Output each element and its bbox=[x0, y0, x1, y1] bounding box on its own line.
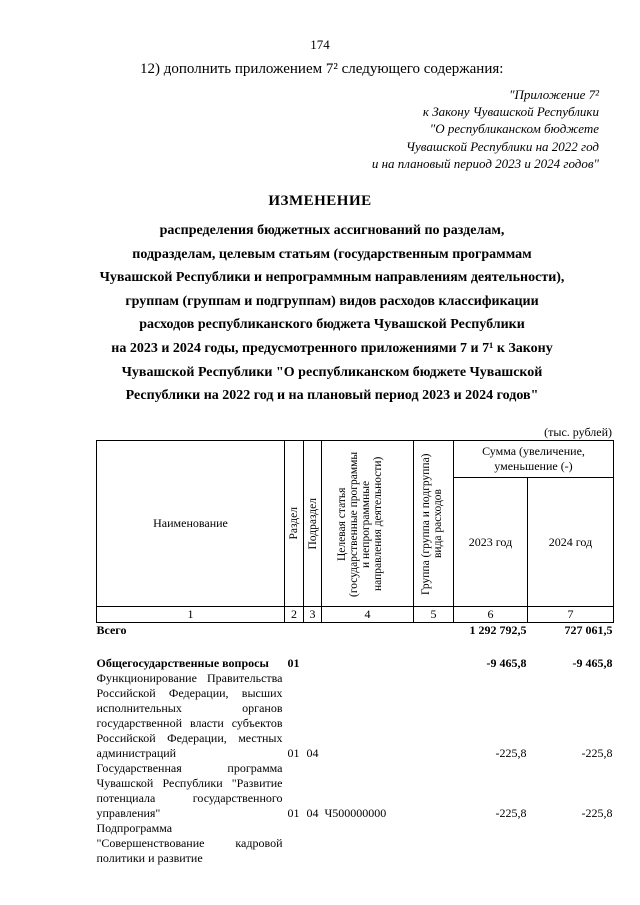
header-section bbox=[285, 441, 304, 607]
spacer-cell bbox=[97, 638, 614, 656]
row-section bbox=[285, 821, 304, 866]
column-number: 6 bbox=[454, 607, 528, 623]
column-number: 5 bbox=[414, 607, 454, 623]
row-name: Общегосударственные вопросы bbox=[96, 656, 269, 670]
subtitle-line: группам (группам и подгруппам) видов расходов классификации bbox=[125, 293, 539, 309]
row-2023: -225,8 bbox=[495, 806, 527, 820]
subtitle-line: Республики на 2022 год и на плановый период 2023 и 2024 годов" bbox=[125, 388, 539, 404]
row-section: 01 bbox=[287, 656, 300, 670]
subtitle-line: Чувашской Республики "О республиканском бюджете Чувашской bbox=[121, 364, 543, 380]
appendix-line: Чувашской Республики на 2022 год bbox=[406, 138, 599, 154]
row-section: 01 bbox=[287, 746, 300, 760]
row-target bbox=[322, 656, 414, 671]
column-number: 3 bbox=[304, 607, 322, 623]
document-title: ИЗМЕНЕНИЕ bbox=[268, 193, 372, 209]
header-subsection bbox=[304, 441, 322, 607]
column-number: 2 bbox=[285, 607, 304, 623]
row-2024: 727 061,5 bbox=[564, 623, 613, 637]
subtitle-line: подразделам, целевым статьям (государственным программам bbox=[132, 246, 532, 262]
column-number: 4 bbox=[322, 607, 414, 623]
table-row bbox=[97, 671, 614, 761]
header-target-label: Целевая статья (государственные программы и непрограммные направления деятельности) bbox=[335, 450, 384, 597]
row-2023: 1 292 792,5 bbox=[469, 623, 527, 637]
row-target bbox=[322, 623, 414, 639]
row-subsection: 04 bbox=[306, 746, 319, 760]
header-group-label: Группа (группа и подгруппа) вида расходов bbox=[419, 452, 444, 595]
appendix-line: и на плановый период 2023 и 2024 годов" bbox=[371, 155, 599, 171]
header-subsection-label: Подраздел bbox=[306, 497, 319, 550]
row-subsection bbox=[304, 821, 322, 866]
row-section bbox=[285, 623, 304, 639]
appendix-reference bbox=[279, 86, 599, 172]
subtitle-line: распределения бюджетных ассигнований по разделам, bbox=[159, 223, 505, 238]
row-name: Подпрограмма "Совершенствование кадровой политики и развитие bbox=[96, 821, 283, 865]
header-section-label: Раздел bbox=[288, 507, 300, 540]
units-label: (тыс. рублей) bbox=[544, 425, 612, 439]
row-subsection bbox=[304, 623, 322, 639]
row-subsection bbox=[304, 656, 322, 671]
header-name: Наименование bbox=[97, 441, 285, 607]
budget-table bbox=[96, 440, 614, 866]
row-group bbox=[414, 821, 454, 866]
appendix-line: "Приложение 7² bbox=[509, 87, 599, 102]
row-section: 01 bbox=[287, 806, 300, 820]
row-2024: -9 465,8 bbox=[572, 656, 613, 670]
page-number: 174 bbox=[310, 37, 330, 52]
table-row bbox=[97, 656, 614, 671]
row-subsection: 04 bbox=[306, 806, 319, 820]
row-group bbox=[414, 623, 454, 639]
row-group bbox=[414, 656, 454, 671]
column-number: 1 bbox=[97, 607, 285, 623]
row-target bbox=[322, 821, 414, 866]
table-row bbox=[97, 821, 614, 866]
table-spacer bbox=[97, 638, 614, 656]
row-2023: -225,8 bbox=[495, 746, 527, 760]
intro-text: 12) дополнить приложением 7² следующего содержания: bbox=[140, 61, 504, 77]
row-name: Государственная программа Чувашской Республики "Развитие потенциала государственного управления" bbox=[96, 761, 283, 820]
row-target: Ч500000000 bbox=[324, 806, 387, 820]
row-group bbox=[414, 671, 454, 761]
document-subtitle bbox=[92, 219, 572, 408]
row-target bbox=[322, 671, 414, 761]
appendix-line: к Закону Чувашской Республики bbox=[422, 104, 599, 120]
appendix-line: "О республиканском бюджете bbox=[429, 121, 599, 137]
column-number: 7 bbox=[528, 607, 614, 623]
row-name: Функционирование Правительства Российской Федерации, высших исполнительных органов государственной власти субъектов Российской Федерации, местных администраций bbox=[96, 671, 283, 760]
row-2023: -9 465,8 bbox=[486, 656, 527, 670]
row-2024: -225,8 bbox=[581, 746, 613, 760]
header-sum: Сумма (увеличение, уменьшение (-) bbox=[454, 441, 614, 478]
row-group bbox=[414, 761, 454, 821]
row-2024 bbox=[528, 821, 614, 866]
header-group bbox=[414, 441, 454, 607]
header-2024: 2024 год bbox=[528, 478, 614, 607]
header-target bbox=[322, 441, 414, 607]
subtitle-line: Чувашской Республики и непрограммным направлениям деятельности), bbox=[99, 270, 565, 286]
table-row bbox=[97, 761, 614, 821]
subtitle-line: расходов республиканского бюджета Чувашской Республики bbox=[139, 317, 525, 333]
row-2024: -225,8 bbox=[581, 806, 613, 820]
header-2023: 2023 год bbox=[454, 478, 528, 607]
table-row-total bbox=[97, 623, 614, 639]
row-name: Всего bbox=[96, 623, 127, 637]
subtitle-line: на 2023 и 2024 годы, предусмотренного приложениями 7 и 7¹ к Закону bbox=[111, 340, 553, 356]
row-2023 bbox=[454, 821, 528, 866]
